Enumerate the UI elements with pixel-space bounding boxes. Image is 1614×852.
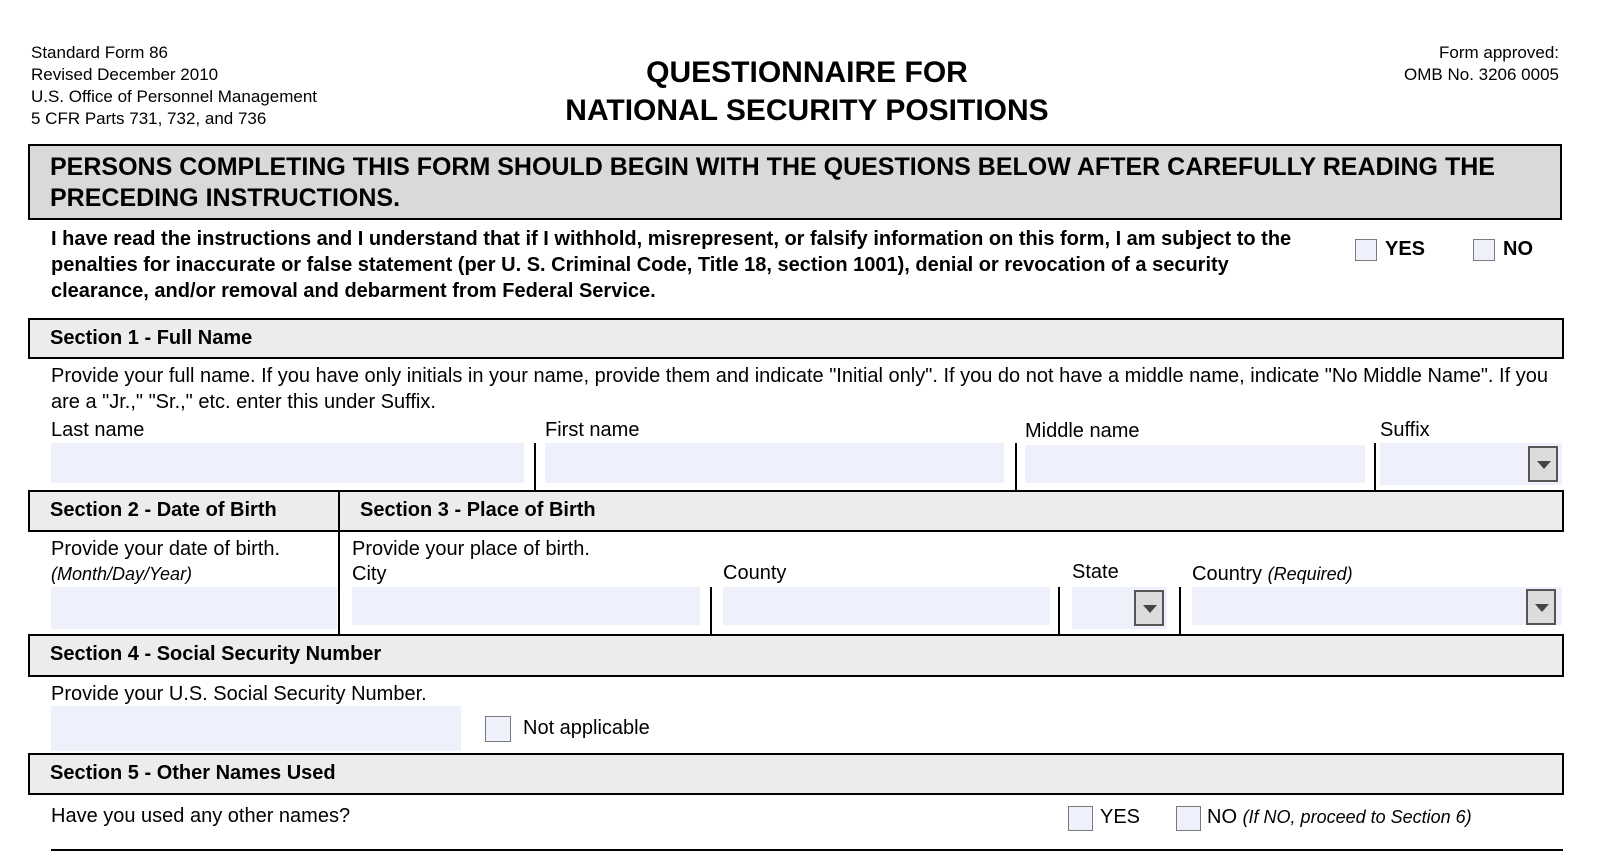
section-3-instructions: Provide your place of birth. [352, 538, 590, 560]
city-input[interactable] [352, 587, 700, 625]
last-name-input[interactable] [51, 443, 524, 483]
first-name-input[interactable] [545, 443, 1004, 483]
section-1-header [28, 318, 1564, 359]
state-label: State [1072, 561, 1119, 583]
section-5-title: Section 5 - Other Names Used [50, 762, 336, 784]
divider [1058, 587, 1060, 634]
section-2-title: Section 2 - Date of Birth [50, 499, 277, 521]
other-names-no-group [1207, 806, 1472, 829]
section-2-instructions: Provide your date of birth. [51, 538, 281, 560]
country-required-hint: (Required) [1267, 564, 1353, 584]
section-1-title: Section 1 - Full Name [50, 327, 253, 349]
divider [1015, 443, 1017, 490]
country-dropdown-arrow-icon[interactable] [1526, 589, 1556, 625]
title-line-2: NATIONAL SECURITY POSITIONS [565, 94, 1049, 127]
divider [1374, 443, 1376, 490]
date-of-birth-input[interactable] [51, 587, 337, 629]
section-4-title: Section 4 - Social Security Number [50, 643, 382, 665]
omb-number: OMB No. 3206 0005 [1404, 65, 1559, 84]
form-title [0, 54, 1614, 130]
other-names-no-label: NO [1207, 806, 1237, 828]
divider [710, 587, 712, 634]
other-names-no-hint: (If NO, proceed to Section 6) [1242, 807, 1472, 827]
county-input[interactable] [723, 587, 1050, 625]
other-names-no-checkbox[interactable] [1176, 806, 1201, 831]
divider [534, 443, 536, 490]
form-approved-label: Form approved: [1439, 43, 1559, 62]
attestation-no-checkbox[interactable] [1473, 239, 1495, 261]
omb-approval [1404, 42, 1559, 86]
section-4-header [28, 634, 1564, 677]
attestation-text: I have read the instructions and I understand that if I withhold, misrepresent, or falsify information on this form, I am subject to the penalties for inaccurate or false statement (per U. S. Criminal Code, Title 18, section 1001), denial or revocation of a security clearance, and/or removal and debarment from Federal Service. [51, 228, 1292, 302]
title-line-1: QUESTIONNAIRE FOR [646, 56, 968, 89]
section-4-instructions: Provide your U.S. Social Security Number. [51, 683, 427, 705]
ssn-not-applicable-label: Not applicable [523, 717, 650, 739]
suffix-dropdown-arrow-icon[interactable] [1528, 446, 1558, 482]
attestation-no-label: NO [1503, 238, 1533, 260]
country-label: Country [1192, 563, 1263, 585]
section-1-instructions: Provide your full name. If you have only initials in your name, provide them and indicate "Initial only". If you do not have a middle name, indicate "No Middle Name". If you are a "Jr.," "Sr.," etc. enter this under Suffix. [51, 365, 1548, 413]
other-names-question: Have you used any other names? [51, 805, 351, 827]
section-5-header [28, 753, 1564, 795]
revision-date: Revised December 2010 [31, 65, 219, 84]
next-section-border [51, 849, 1563, 851]
first-name-label: First name [545, 419, 640, 441]
section-3-title: Section 3 - Place of Birth [360, 499, 596, 521]
state-dropdown-arrow-icon[interactable] [1134, 590, 1164, 626]
attestation-yes-checkbox[interactable] [1355, 239, 1377, 261]
ssn-input[interactable] [51, 706, 461, 751]
divider [1179, 587, 1181, 634]
city-label: City [352, 563, 387, 585]
section-2-3-divider [338, 490, 340, 634]
ssn-not-applicable-checkbox[interactable] [485, 716, 511, 742]
instructions-banner: PERSONS COMPLETING THIS FORM SHOULD BEGIN WITH THE QUESTIONS BELOW AFTER CAREFULLY READING THE PRECEDING INSTRUCTIONS. [28, 144, 1562, 220]
suffix-label: Suffix [1380, 419, 1430, 441]
section-2-3-header [28, 490, 1564, 532]
cfr-reference: 5 CFR Parts 731, 732, and 736 [31, 109, 267, 128]
county-label: County [723, 562, 787, 584]
middle-name-input[interactable] [1025, 445, 1365, 483]
date-format-hint: (Month/Day/Year) [51, 564, 193, 584]
attestation-yes-label: YES [1385, 238, 1426, 260]
other-names-yes-checkbox[interactable] [1068, 806, 1093, 831]
middle-name-label: Middle name [1025, 420, 1140, 442]
other-names-yes-label: YES [1100, 806, 1141, 828]
country-select[interactable] [1192, 587, 1562, 625]
agency-name: U.S. Office of Personnel Management [31, 87, 318, 106]
last-name-label: Last name [51, 419, 145, 441]
country-label-group [1192, 563, 1353, 586]
form-number: Standard Form 86 [31, 43, 169, 62]
